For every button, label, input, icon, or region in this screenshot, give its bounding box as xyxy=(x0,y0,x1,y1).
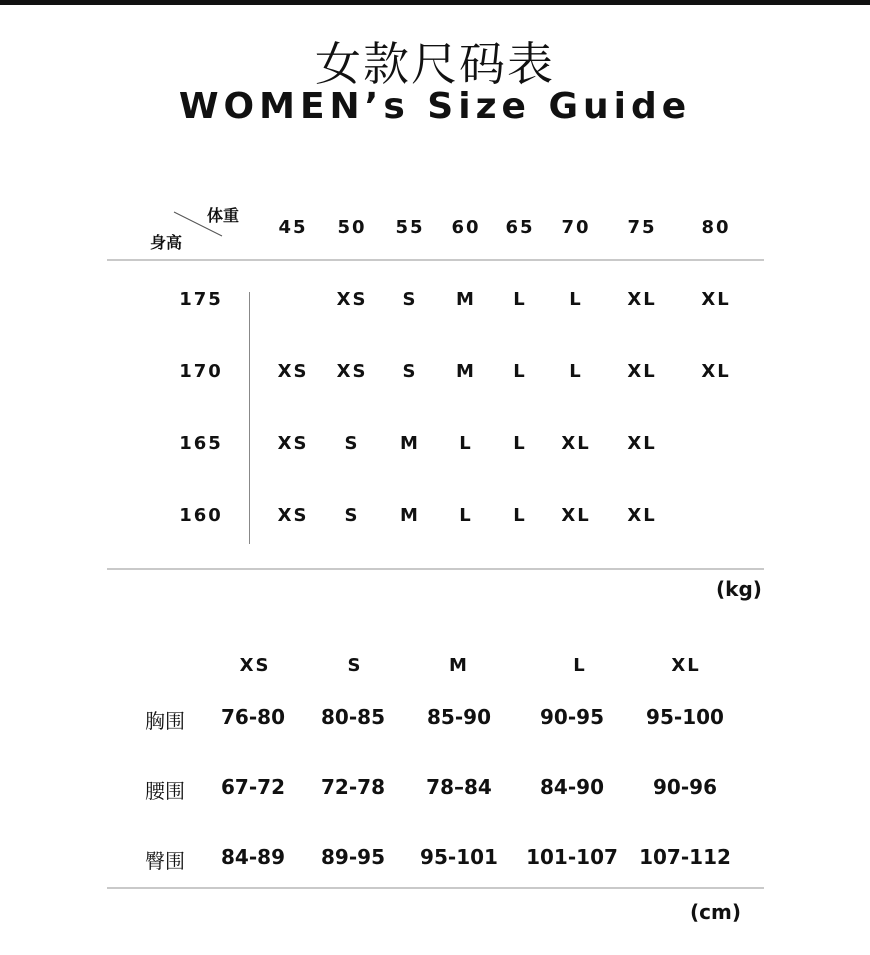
size-cell: S xyxy=(402,361,418,382)
size-cell: S xyxy=(344,505,360,526)
corner-height-label: 身高 xyxy=(150,233,183,252)
size-cell: L xyxy=(513,505,527,526)
height-column-divider xyxy=(249,292,250,544)
weight-unit-label: (kg) xyxy=(716,577,762,601)
page-title-chinese: 女款尺码表 xyxy=(315,37,555,91)
size-cell: XL xyxy=(561,505,591,526)
size-cell: XS xyxy=(277,505,309,526)
size-cell: XL xyxy=(561,433,591,454)
size-cell: M xyxy=(400,433,420,454)
measure-cell: 101-107 xyxy=(526,845,618,869)
measure-cell: 67-72 xyxy=(221,775,285,799)
measure-row-label: 胸围 xyxy=(145,709,185,733)
weight-header: 70 xyxy=(561,217,591,238)
height-label: 160 xyxy=(179,505,223,526)
size-cell: XL xyxy=(701,361,731,382)
measure-cell: 78–84 xyxy=(426,775,492,799)
measure-cell: 84-89 xyxy=(221,845,285,869)
size-cell: XL xyxy=(627,289,657,310)
size-cell: M xyxy=(400,505,420,526)
header-divider xyxy=(107,259,764,261)
size-header: M xyxy=(449,655,469,676)
measure-cell: 72-78 xyxy=(321,775,385,799)
size-cell: L xyxy=(513,289,527,310)
weight-header: 75 xyxy=(627,217,657,238)
height-label: 170 xyxy=(179,361,223,382)
size-cell: XL xyxy=(701,289,731,310)
size-cell: XS xyxy=(277,433,309,454)
size-cell: XL xyxy=(627,361,657,382)
size-cell: L xyxy=(569,361,583,382)
height-label: 165 xyxy=(179,433,223,454)
measure-cell: 95-100 xyxy=(646,705,724,729)
size-cell: L xyxy=(513,361,527,382)
weight-header: 65 xyxy=(505,217,535,238)
size-cell: XS xyxy=(336,361,368,382)
corner-diagonal xyxy=(172,210,224,238)
measure-cell: 85-90 xyxy=(427,705,491,729)
size-header: S xyxy=(347,655,363,676)
corner-weight-label: 体重 xyxy=(207,206,240,225)
size-header: L xyxy=(573,655,587,676)
size-cell: L xyxy=(459,505,473,526)
weight-header: 50 xyxy=(337,217,367,238)
height-label: 175 xyxy=(179,289,223,310)
weight-table-bottom-divider xyxy=(107,568,764,570)
measure-cell: 80-85 xyxy=(321,705,385,729)
size-cell: M xyxy=(456,289,476,310)
measure-row-label: 臀围 xyxy=(145,849,185,873)
size-header: XS xyxy=(239,655,271,676)
page-title-english: WOMEN’s Size Guide xyxy=(178,86,692,127)
measure-unit-label: (cm) xyxy=(690,900,741,924)
measure-cell: 76-80 xyxy=(221,705,285,729)
size-cell: L xyxy=(513,433,527,454)
size-cell: S xyxy=(344,433,360,454)
size-header: XL xyxy=(671,655,701,676)
measure-cell: 95-101 xyxy=(420,845,498,869)
measure-cell: 90-95 xyxy=(540,705,604,729)
weight-header: 45 xyxy=(278,217,308,238)
measure-row-label: 腰围 xyxy=(145,779,185,803)
top-border xyxy=(0,0,870,5)
weight-header: 60 xyxy=(451,217,481,238)
size-cell: XL xyxy=(627,433,657,454)
measure-cell: 107-112 xyxy=(639,845,731,869)
size-cell: L xyxy=(459,433,473,454)
measure-table-bottom-divider xyxy=(107,887,764,889)
size-cell: XL xyxy=(627,505,657,526)
weight-header: 55 xyxy=(395,217,425,238)
weight-header: 80 xyxy=(701,217,731,238)
size-cell: XS xyxy=(336,289,368,310)
size-cell: XS xyxy=(277,361,309,382)
measure-cell: 89-95 xyxy=(321,845,385,869)
size-cell: M xyxy=(456,361,476,382)
size-cell: L xyxy=(569,289,583,310)
size-cell: S xyxy=(402,289,418,310)
measure-cell: 90-96 xyxy=(653,775,717,799)
measure-cell: 84-90 xyxy=(540,775,604,799)
